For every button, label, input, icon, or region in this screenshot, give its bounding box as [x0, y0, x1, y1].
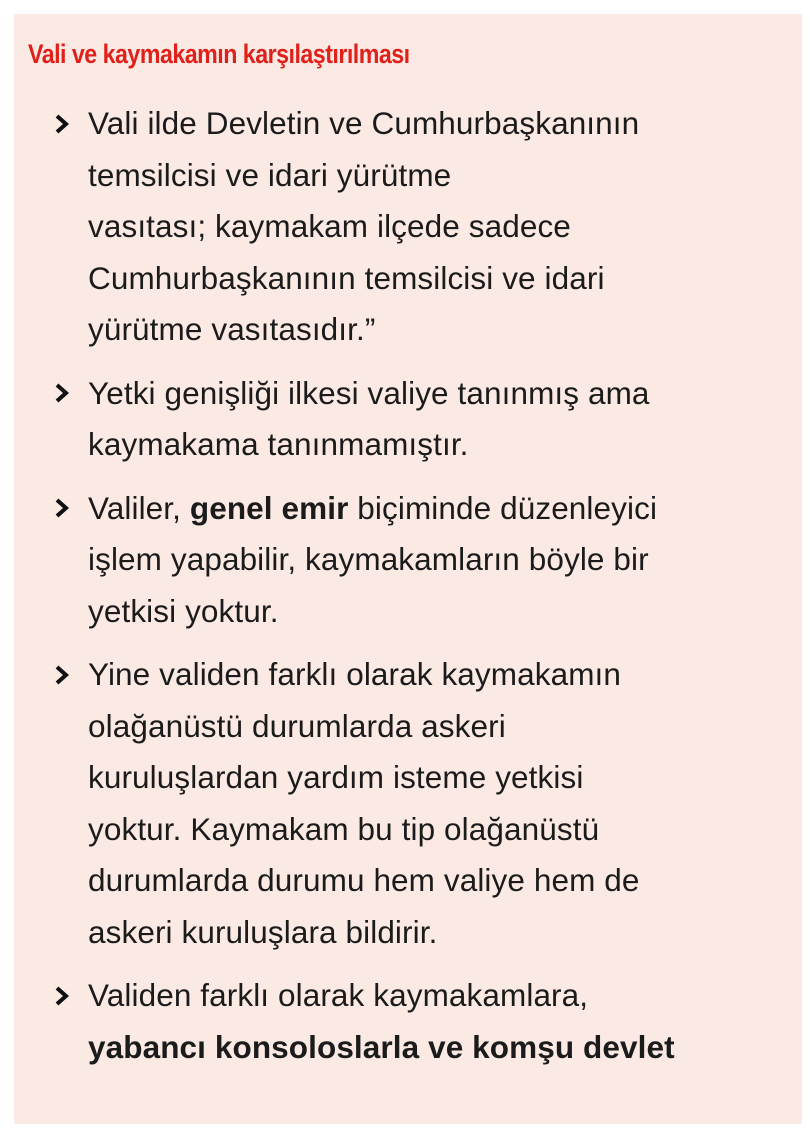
item-text-line: Yetki genişliği ilkesi valiye tanınmış ama	[88, 374, 650, 411]
item-text-line: temsilcisi ve idari yürütme	[88, 156, 452, 193]
chevron-right-icon	[50, 98, 74, 150]
bold-term-yabanci-konsoloslar: yabancı konsoloslarla ve komşu devlet	[88, 1028, 675, 1065]
list-item	[14, 649, 802, 958]
chevron-right-icon	[50, 368, 74, 420]
section-title: Vali ve kaymakamın karşılaştırılması	[28, 39, 410, 69]
chevron-right-icon	[50, 970, 74, 1022]
comparison-list	[14, 98, 802, 1085]
item-text-line: kuruluşlardan yardım isteme yetkisi	[88, 759, 584, 795]
item-text-line: askeri kuruluşlara bildirir.	[88, 913, 438, 950]
item-text: Valiler,	[88, 489, 190, 526]
list-item	[14, 98, 802, 356]
item-text-line: Vali ilde Devletin ve Cumhurbaşkanının	[88, 105, 640, 141]
list-item	[14, 368, 802, 471]
item-text-line	[88, 483, 790, 535]
item-text-line: Yine validen farklı olarak kaymakamın	[88, 656, 622, 692]
item-text-line: kaymakama tanınmamıştır.	[88, 426, 469, 462]
item-text-line: durumlarda durumu hem valiye hem de	[88, 862, 640, 898]
list-item	[14, 483, 802, 638]
item-text-line: yoktur. Kaymakam bu tip olağanüstü	[88, 810, 600, 847]
item-text-line: yürütme vasıtasıdır.”	[88, 311, 376, 347]
item-text-line: vasıtası; kaymakam ilçede sadece	[88, 208, 571, 244]
chevron-right-icon	[50, 483, 74, 535]
item-text-line: yetkisi yoktur.	[88, 592, 279, 629]
item-text-line: Validen farklı olarak kaymakamlara,	[88, 977, 589, 1013]
item-text-line: işlem yapabilir, kaymakamların böyle bir	[88, 541, 649, 577]
content-card	[14, 14, 802, 1124]
chevron-right-icon	[50, 649, 74, 701]
item-text: biçiminde düzenleyici	[348, 489, 658, 526]
bold-term-genel-emir: genel emir	[189, 489, 349, 526]
list-item	[14, 970, 802, 1073]
item-text-line: Cumhurbaşkanının temsilcisi ve idari	[88, 259, 605, 296]
item-text-line: olağanüstü durumlarda askeri	[88, 707, 506, 744]
